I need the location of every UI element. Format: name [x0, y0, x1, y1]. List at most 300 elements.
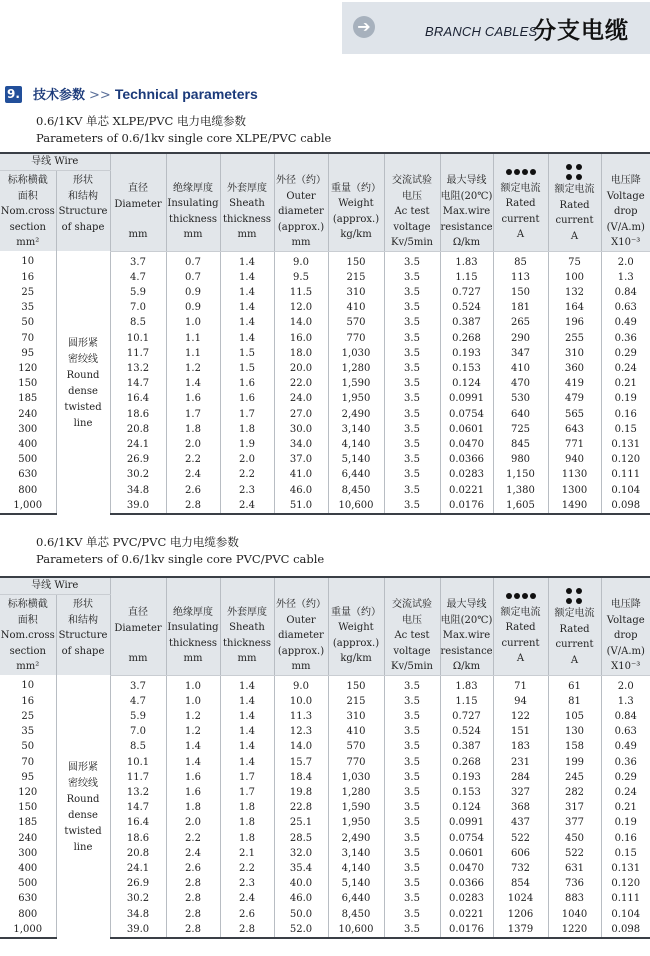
cell-outer-diameter: 30.0 [274, 422, 328, 437]
cell-outer-diameter: 51.0 [274, 498, 328, 514]
cell-weight: 1,280 [328, 361, 384, 376]
cell-insulation: 2.0 [166, 815, 220, 830]
cell-outer-diameter: 32.0 [274, 846, 328, 861]
section-number-badge: 9. [5, 86, 22, 103]
cell-diameter: 5.9 [110, 285, 166, 300]
cell-voltage-drop: 0.49 [601, 315, 650, 330]
cell-rated-current-a: 1379 [493, 922, 548, 938]
cell-sheath: 1.7 [220, 407, 274, 422]
cell-voltage-drop: 2.0 [601, 251, 650, 270]
cell-insulation: 2.2 [166, 831, 220, 846]
cell-sheath: 1.4 [220, 315, 274, 330]
header-line: A [516, 229, 525, 240]
cell-rated-current-b: 565 [548, 407, 601, 422]
cell-rated-current-b: 883 [548, 891, 601, 906]
header-line: Diameter [114, 622, 162, 634]
cell-outer-diameter: 35.4 [274, 861, 328, 876]
cell-ac-test: 3.5 [384, 709, 440, 724]
table1-caption-cn: 0.6/1KV 单芯 XLPE/PVC 电力电缆参数 [36, 114, 247, 128]
header-line: Max.wire [442, 206, 491, 217]
cell-voltage-drop: 0.29 [601, 346, 650, 361]
cell-diameter: 11.7 [110, 770, 166, 785]
cell-rated-current-b: 75 [548, 251, 601, 270]
header-line: mm [237, 653, 257, 665]
cell-resistance: 0.0601 [440, 846, 493, 861]
cell-voltage-drop: 0.29 [601, 770, 650, 785]
header-line: 外套厚度 [227, 606, 267, 618]
header-line: Insulating [167, 198, 219, 210]
header-col5 [220, 153, 274, 251]
shape-text-line: Round [66, 369, 100, 381]
cell-diameter: 39.0 [110, 922, 166, 938]
cell-sheath: 2.4 [220, 498, 274, 514]
cell-section: 35 [21, 726, 35, 738]
cell-voltage-drop: 0.24 [601, 785, 650, 800]
cell-resistance: 1.15 [440, 694, 493, 709]
cell-resistance: 1.15 [440, 270, 493, 285]
header-line: Voltage [606, 614, 645, 626]
cell-resistance: 0.268 [440, 755, 493, 770]
core-dot [566, 598, 572, 604]
header-line: Insulating [167, 622, 219, 634]
cell-insulation: 2.8 [166, 922, 220, 938]
cell-sheath: 2.3 [220, 483, 274, 498]
cell-ac-test: 3.5 [384, 815, 440, 830]
cell-diameter: 7.0 [110, 724, 166, 739]
cell-rated-current-a: 150 [493, 285, 548, 300]
cell-weight: 5,140 [328, 452, 384, 467]
cell-diameter: 20.8 [110, 846, 166, 861]
core-dot [576, 174, 582, 180]
header-line: drop [613, 206, 638, 217]
header-line: mm [291, 661, 311, 672]
cell-ac-test: 3.5 [384, 483, 440, 498]
header-line: (approx.) [332, 637, 380, 649]
cell-rated-current-b: 360 [548, 361, 601, 376]
cell-sheath: 2.2 [220, 861, 274, 876]
cell-resistance: 1.83 [440, 675, 493, 694]
shape-text-line: twisted [64, 401, 102, 413]
header-line: 和结构 [68, 190, 98, 202]
cell-section: 150 [18, 378, 38, 390]
cell-ac-test: 3.5 [384, 922, 440, 938]
cell-voltage-drop: 0.120 [601, 876, 650, 891]
cell-insulation: 0.9 [166, 300, 220, 315]
table1-caption-en: Parameters of 0.6/1kv single core XLPE/PVC cable [36, 131, 332, 145]
cell-rated-current-b: 419 [548, 376, 601, 391]
cell-resistance: 0.387 [440, 739, 493, 754]
cell-sheath: 1.4 [220, 331, 274, 346]
cell-insulation: 1.1 [166, 346, 220, 361]
cell-outer-diameter: 14.0 [274, 739, 328, 754]
cell-ac-test: 3.5 [384, 846, 440, 861]
header-line: 外径（约） [276, 599, 326, 610]
cell-weight: 770 [328, 755, 384, 770]
wire-group-header [0, 577, 110, 595]
cell-weight: 4,140 [328, 861, 384, 876]
cell-diameter: 7.0 [110, 300, 166, 315]
cell-ac-test: 3.5 [384, 422, 440, 437]
cell-ac-test: 3.5 [384, 270, 440, 285]
cell-outer-diameter: 25.1 [274, 815, 328, 830]
cell-section: 500 [18, 454, 38, 466]
header-col9 [440, 153, 493, 251]
core-dot [522, 593, 528, 599]
cell-ac-test: 3.5 [384, 907, 440, 922]
cell-rated-current-a: 347 [493, 346, 548, 361]
cell-outer-diameter: 52.0 [274, 922, 328, 938]
header-col11 [548, 577, 601, 675]
cell-voltage-drop: 0.15 [601, 846, 650, 861]
cell-ac-test: 3.5 [384, 346, 440, 361]
cell-diameter: 8.5 [110, 315, 166, 330]
cell-weight: 10,600 [328, 922, 384, 938]
header-line: Sheath [229, 198, 265, 210]
shape-text-line: 密绞线 [68, 777, 98, 789]
header-col6 [274, 577, 328, 675]
header-col10 [493, 577, 548, 675]
cell-sheath: 1.4 [220, 724, 274, 739]
cell-ac-test: 3.5 [384, 694, 440, 709]
cell-ac-test: 3.5 [384, 376, 440, 391]
cell-ac-test: 3.5 [384, 724, 440, 739]
header-line: drop [613, 630, 638, 641]
cell-section: 1,000 [0, 498, 56, 514]
cell-resistance: 0.0754 [440, 407, 493, 422]
shape-text-line: 密绞线 [68, 353, 98, 365]
cell-outer-diameter: 19.8 [274, 785, 328, 800]
header-line: 直径 [128, 183, 148, 194]
cell-diameter: 10.1 [110, 755, 166, 770]
cell-rated-current-b: 255 [548, 331, 601, 346]
cell-weight: 410 [328, 724, 384, 739]
cell-weight: 150 [328, 251, 384, 270]
cell-section: 500 [18, 878, 38, 890]
header-col2 [56, 595, 110, 676]
cell-insulation: 1.2 [166, 361, 220, 376]
four-cores-in-line-icon [505, 165, 537, 179]
cell-weight: 2,490 [328, 407, 384, 422]
cell-section: 150 [18, 802, 38, 814]
table2-caption-en: Parameters of 0.6/1kv single core PVC/PVC cable [36, 552, 325, 566]
cell-rated-current-a: 290 [493, 331, 548, 346]
header-line: Structure [58, 630, 108, 641]
cell-sheath: 2.2 [220, 467, 274, 482]
cell-insulation: 1.6 [166, 785, 220, 800]
header-line: mm [183, 229, 203, 241]
cell-resistance: 0.0754 [440, 831, 493, 846]
cell-insulation: 1.1 [166, 331, 220, 346]
cell-voltage-drop: 0.111 [601, 467, 650, 482]
cell-outer-diameter: 50.0 [274, 907, 328, 922]
cell-voltage-drop: 0.84 [601, 709, 650, 724]
cell-weight: 6,440 [328, 467, 384, 482]
cell-insulation: 2.4 [166, 846, 220, 861]
cell-diameter: 20.8 [110, 422, 166, 437]
core-dot [566, 174, 572, 180]
cell-weight: 10,600 [328, 498, 384, 514]
cell-voltage-drop: 0.16 [601, 831, 650, 846]
cell-resistance: 0.0221 [440, 483, 493, 498]
header-line: 面积 [17, 190, 38, 202]
header-line: 直径 [128, 607, 148, 618]
cell-sheath: 1.4 [220, 709, 274, 724]
cell-insulation: 1.4 [166, 739, 220, 754]
core-dot [576, 598, 582, 604]
cell-resistance: 0.0283 [440, 891, 493, 906]
cell-insulation: 1.8 [166, 800, 220, 815]
wire-header-cn: 导线 [31, 580, 52, 592]
cell-section: 70 [21, 756, 35, 768]
cell-voltage-drop: 0.36 [601, 755, 650, 770]
core-dot [576, 164, 582, 170]
cell-weight: 1,590 [328, 800, 384, 815]
shape-structure-cell [56, 675, 110, 938]
wire-group-header [0, 153, 110, 171]
header-line: A [570, 230, 579, 242]
cell-section: 120 [18, 362, 38, 374]
cell-weight: 6,440 [328, 891, 384, 906]
cell-ac-test: 3.5 [384, 770, 440, 785]
header-line: current [555, 639, 594, 651]
header-line: resistance [440, 221, 493, 233]
cell-voltage-drop: 0.131 [601, 437, 650, 452]
header-line: 最大导线 [446, 175, 487, 186]
cell-rated-current-a: 85 [493, 251, 548, 270]
section-title-cn: 技术参数 [33, 88, 86, 103]
header-line: Kv/5min [391, 661, 433, 672]
header-line: thickness [169, 213, 217, 225]
cell-ac-test: 3.5 [384, 498, 440, 514]
header-line: kg/km [340, 229, 372, 241]
cell-insulation: 2.8 [166, 907, 220, 922]
cell-resistance: 0.0470 [440, 437, 493, 452]
cell-rated-current-a: 980 [493, 452, 548, 467]
cell-ac-test: 3.5 [384, 407, 440, 422]
header-line [111, 212, 166, 227]
cell-rated-current-b: 132 [548, 285, 601, 300]
header-col8 [384, 153, 440, 251]
header-line: Weight [338, 622, 374, 634]
section-title-arrow: >> [89, 88, 111, 103]
header-line: Diameter [114, 198, 162, 210]
cell-resistance: 1.83 [440, 251, 493, 270]
cell-outer-diameter: 11.3 [274, 709, 328, 724]
header-line: (V/A.m) [606, 221, 645, 233]
cell-voltage-drop: 0.131 [601, 861, 650, 876]
cell-rated-current-b: 1300 [548, 483, 601, 498]
section-title [33, 84, 258, 103]
cell-resistance: 0.153 [440, 361, 493, 376]
cell-resistance: 0.524 [440, 724, 493, 739]
cell-outer-diameter: 12.3 [274, 724, 328, 739]
cell-section: 16 [21, 271, 35, 283]
cell-sheath: 2.8 [220, 922, 274, 938]
cell-section: 25 [21, 710, 35, 722]
cell-insulation: 1.4 [166, 376, 220, 391]
cell-insulation: 1.6 [166, 770, 220, 785]
cell-rated-current-a: 1206 [493, 907, 548, 922]
core-dot [506, 169, 512, 175]
cell-insulation: 0.7 [166, 270, 220, 285]
cell-diameter: 18.6 [110, 831, 166, 846]
cell-rated-current-b: 317 [548, 800, 601, 815]
cell-resistance: 0.0601 [440, 422, 493, 437]
header-line: 电压降 [610, 175, 641, 186]
cell-ac-test: 3.5 [384, 361, 440, 376]
cell-ac-test: 3.5 [384, 876, 440, 891]
cell-voltage-drop: 0.49 [601, 739, 650, 754]
cell-insulation: 0.9 [166, 285, 220, 300]
header-line: Nom.cross [0, 206, 55, 217]
header-line [111, 636, 166, 651]
header-line: Sheath [229, 622, 265, 634]
cell-resistance: 0.268 [440, 331, 493, 346]
header-line: Ac test [394, 206, 430, 217]
header-line: Ω/km [452, 661, 481, 672]
cell-outer-diameter: 41.0 [274, 467, 328, 482]
header-line: 重量（约） [331, 606, 381, 618]
cell-voltage-drop: 0.63 [601, 724, 650, 739]
cell-diameter: 34.8 [110, 907, 166, 922]
cell-diameter: 24.1 [110, 861, 166, 876]
header-line: kg/km [340, 653, 372, 665]
shape-text-line: dense [68, 809, 98, 821]
cell-insulation: 2.4 [166, 467, 220, 482]
cell-rated-current-a: 71 [493, 675, 548, 694]
cell-rated-current-b: 310 [548, 346, 601, 361]
cell-section: 300 [18, 423, 38, 435]
cell-voltage-drop: 0.21 [601, 376, 650, 391]
cell-rated-current-a: 368 [493, 800, 548, 815]
header-line: thickness [223, 213, 271, 225]
header-line: Structure [58, 206, 108, 217]
cell-section: 630 [18, 893, 38, 905]
shape-text-line: 圆形紧 [68, 337, 98, 349]
cell-rated-current-b: 1130 [548, 467, 601, 482]
cell-rated-current-a: 327 [493, 785, 548, 800]
header-line: 额定电流 [554, 184, 595, 196]
cell-resistance: 0.0176 [440, 498, 493, 514]
cell-insulation: 1.2 [166, 724, 220, 739]
cell-voltage-drop: 0.21 [601, 800, 650, 815]
cell-section: 95 [21, 347, 35, 359]
cell-section: 630 [18, 469, 38, 481]
cell-section: 300 [18, 847, 38, 859]
cell-rated-current-b: 940 [548, 452, 601, 467]
cell-weight: 310 [328, 285, 384, 300]
cell-voltage-drop: 0.19 [601, 815, 650, 830]
header-line: 重量（约） [331, 182, 381, 194]
cell-ac-test: 3.5 [384, 755, 440, 770]
cell-voltage-drop: 0.104 [601, 907, 650, 922]
cell-weight: 410 [328, 300, 384, 315]
cell-diameter: 18.6 [110, 407, 166, 422]
core-dot [514, 593, 520, 599]
cell-ac-test: 3.5 [384, 467, 440, 482]
cell-section: 400 [18, 438, 38, 450]
header-col1 [0, 171, 56, 252]
cell-sheath: 1.8 [220, 422, 274, 437]
cell-diameter: 39.0 [110, 498, 166, 514]
table2-caption-cn: 0.6/1KV 单芯 PVC/PVC 电力电缆参数 [36, 535, 239, 549]
header-line: diameter [278, 630, 324, 641]
cell-section: 50 [21, 741, 35, 753]
cell-weight: 215 [328, 694, 384, 709]
cell-ac-test: 3.5 [384, 785, 440, 800]
cell-diameter: 26.9 [110, 452, 166, 467]
header-line: 标称横截 [7, 599, 48, 610]
cell-voltage-drop: 0.63 [601, 300, 650, 315]
header-line: Rated [505, 622, 536, 633]
cell-rated-current-b: 196 [548, 315, 601, 330]
cell-rated-current-a: 231 [493, 755, 548, 770]
cell-rated-current-a: 1024 [493, 891, 548, 906]
header-line: 外套厚度 [227, 182, 267, 194]
header-line: 和结构 [68, 614, 98, 626]
cell-outer-diameter: 34.0 [274, 437, 328, 452]
cell-resistance: 0.524 [440, 300, 493, 315]
cell-ac-test: 3.5 [384, 331, 440, 346]
cell-ac-test: 3.5 [384, 800, 440, 815]
header-line: voltage [393, 221, 431, 233]
header-line: (V/A.m) [606, 645, 645, 657]
header-line: Ω/km [452, 237, 481, 248]
cell-ac-test: 3.5 [384, 891, 440, 906]
header-line: Outer [286, 614, 316, 626]
cell-resistance: 0.0991 [440, 815, 493, 830]
header-line: 电阻(20℃) [440, 614, 493, 626]
cell-rated-current-b: 130 [548, 724, 601, 739]
section-title-en: Technical parameters [114, 86, 258, 102]
cell-sheath: 1.7 [220, 785, 274, 800]
cell-sheath: 1.4 [220, 755, 274, 770]
cell-diameter: 16.4 [110, 391, 166, 406]
cell-section: 185 [18, 393, 38, 405]
header-line: diameter [278, 206, 324, 217]
header-title-en: BRANCH CABLES [425, 24, 538, 39]
cell-rated-current-a: 284 [493, 770, 548, 785]
cell-ac-test: 3.5 [384, 452, 440, 467]
header-line: 电阻(20℃) [440, 190, 493, 202]
cell-weight: 5,140 [328, 876, 384, 891]
cell-rated-current-a: 1,380 [493, 483, 548, 498]
cell-outer-diameter: 46.0 [274, 891, 328, 906]
cell-insulation: 1.6 [166, 391, 220, 406]
cell-voltage-drop: 0.84 [601, 285, 650, 300]
cell-outer-diameter: 14.0 [274, 315, 328, 330]
cell-outer-diameter: 9.0 [274, 251, 328, 270]
cell-rated-current-a: 113 [493, 270, 548, 285]
header-line: thickness [223, 637, 271, 649]
header-line: X10⁻³ [611, 237, 641, 248]
cell-sheath: 2.3 [220, 876, 274, 891]
cell-voltage-drop: 0.098 [601, 922, 650, 938]
cell-rated-current-a: 181 [493, 300, 548, 315]
wire-header-cn: 导线 [31, 156, 52, 168]
cell-sheath: 1.4 [220, 251, 274, 270]
four-cores-square-icon [566, 164, 583, 182]
xlpe-pvc-spec-table [0, 152, 650, 515]
cell-ac-test: 3.5 [384, 831, 440, 846]
cell-section: 800 [18, 908, 38, 920]
cell-insulation: 1.8 [166, 422, 220, 437]
cell-rated-current-a: 410 [493, 361, 548, 376]
cell-rated-current-a: 606 [493, 846, 548, 861]
header-line: X10⁻³ [611, 661, 641, 672]
arrow-right-circle-icon: ➔ [353, 16, 375, 38]
cell-sheath: 1.6 [220, 376, 274, 391]
